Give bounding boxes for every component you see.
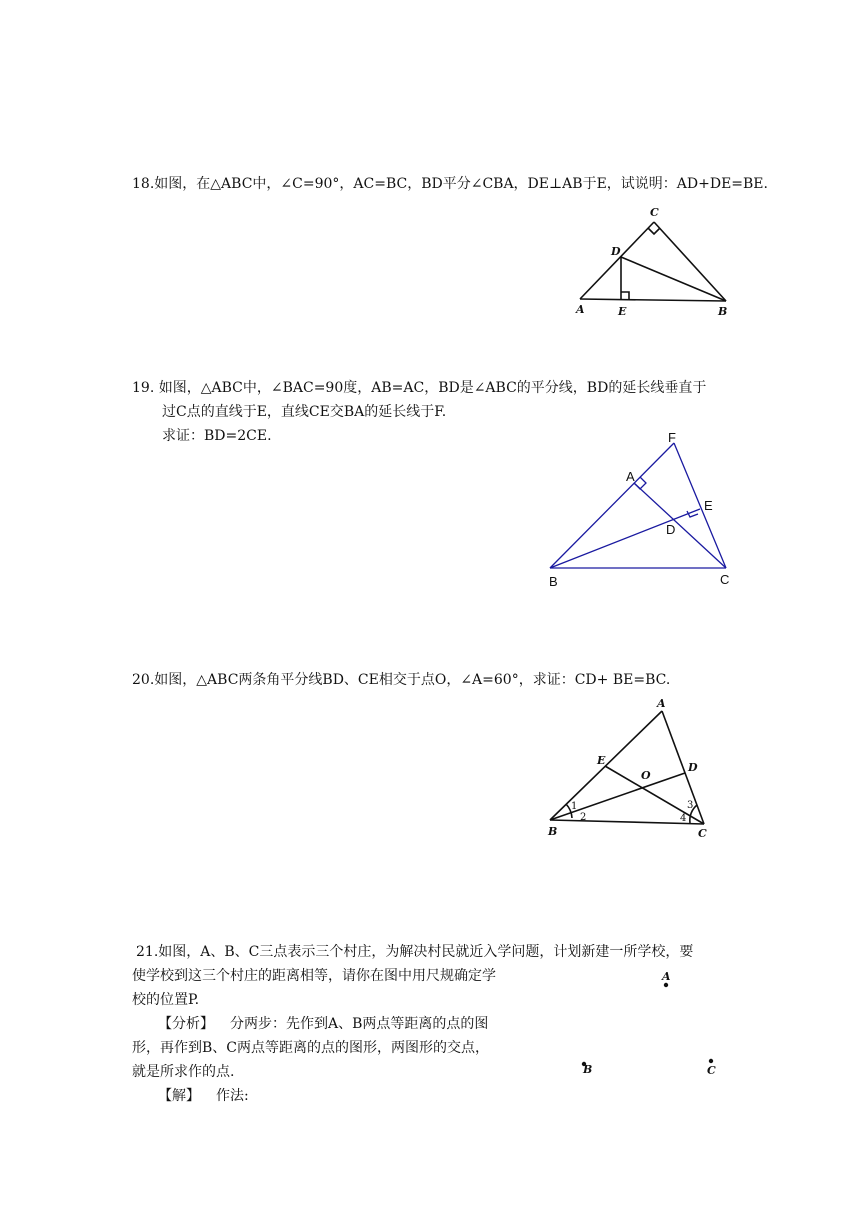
label-B: B xyxy=(583,1063,593,1076)
problem-18-text: 18.如图，在△ABC中，∠C=90°，AC=BC，BD平分∠CBA，DE⊥AB于E，试说明：AD+DE=BE. xyxy=(132,176,768,192)
label-D: D xyxy=(666,522,676,537)
angle-2: 2 xyxy=(580,812,587,823)
solution-text: 作法: xyxy=(216,1088,249,1104)
analysis-line-1 xyxy=(158,1012,488,1036)
label-A: A xyxy=(662,970,671,983)
label-A: A xyxy=(576,303,585,316)
problem-20-text: 20.如图，△ABC两条角平分线BD、CE相交于点O，∠A=60°，求证：CD+ BE=BC. xyxy=(132,672,671,688)
label-O: O xyxy=(641,769,651,782)
angle-3: 3 xyxy=(687,800,694,811)
problem-21-line-1: 21.如图，A、B、C三点表示三个村庄，为解决村民就近入学问题，计划新建一所学校，要 xyxy=(136,944,694,960)
analysis-label: 【分析】 xyxy=(158,1016,214,1032)
village-C-point xyxy=(709,1059,713,1063)
problem-19-line-3: 求证：BD=2CE. xyxy=(162,428,272,444)
label-C: C xyxy=(698,827,707,840)
angle-1: 1 xyxy=(571,801,578,812)
label-C: C xyxy=(650,206,659,219)
analysis-text-1: 分两步：先作到A、B两点等距离的点的图 xyxy=(230,1016,489,1032)
label-C: C xyxy=(707,1064,716,1077)
label-B: B xyxy=(718,305,728,318)
solution-line xyxy=(158,1084,249,1108)
label-B: B xyxy=(548,825,558,838)
label-D: D xyxy=(688,761,698,774)
problem-19-line-1: 19. 如图，△ABC中，∠BAC=90度，AB=AC，BD是∠ABC的平分线，BD的延长线垂直于 xyxy=(132,380,707,396)
label-B: B xyxy=(549,574,558,589)
analysis-line-2: 形，再作到B、C两点等距离的点的图形，两图形的交点， xyxy=(132,1040,489,1056)
label-A: A xyxy=(626,469,635,484)
problem-21-line-3: 校的位置P. xyxy=(132,992,200,1008)
problem-19-figure xyxy=(540,428,740,593)
problem-20-figure xyxy=(540,696,740,846)
problem-21-line-2: 使学校到这三个村庄的距离相等，请你在图中用尺规确定学 xyxy=(132,968,496,984)
label-E: E xyxy=(597,754,606,767)
label-F: F xyxy=(668,430,676,445)
label-C: C xyxy=(720,572,730,587)
label-E: E xyxy=(704,498,713,513)
angle-4: 4 xyxy=(680,813,687,824)
label-E: E xyxy=(618,305,627,318)
problem-21-figure xyxy=(570,960,730,1085)
label-A: A xyxy=(657,697,666,710)
village-A-point xyxy=(664,983,668,987)
label-D: D xyxy=(611,245,621,258)
solution-label: 【解】 xyxy=(158,1088,200,1104)
analysis-line-3: 就是所求作的点. xyxy=(132,1064,235,1080)
problem-18-figure xyxy=(570,205,740,325)
problem-19-line-2: 过C点的直线于E，直线CE交BA的延长线于F. xyxy=(162,404,447,420)
